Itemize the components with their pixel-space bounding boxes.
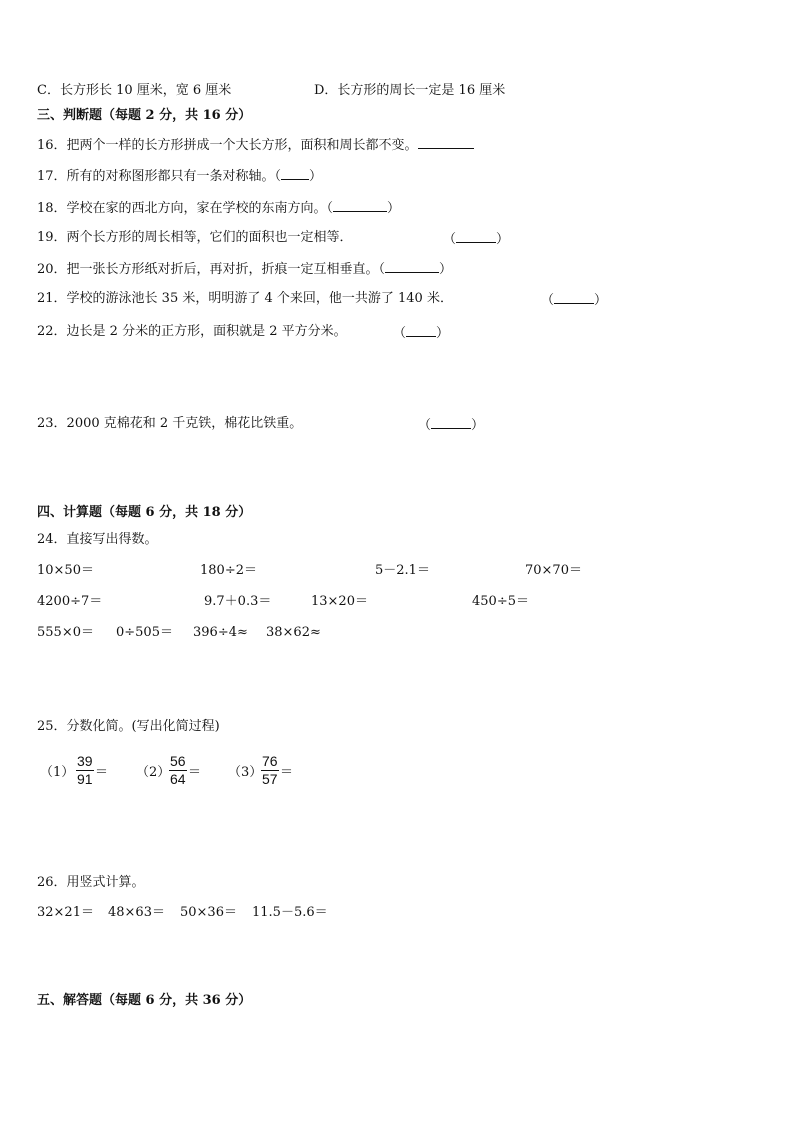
question-17 bbox=[37, 167, 322, 185]
question-22: 22．边长是 2 分米的正方形，面积就是 2 平方分米。 bbox=[37, 324, 347, 339]
answer-blank-17[interactable] bbox=[281, 167, 309, 180]
question-23: 23．2000 克棉花和 2 千克铁，棉花比铁重。 bbox=[37, 416, 303, 431]
question-19-open: （ bbox=[443, 232, 457, 247]
calc-item: 180÷2＝ bbox=[200, 563, 257, 578]
answer-blank-18[interactable] bbox=[333, 199, 387, 212]
question-21-open: （ bbox=[541, 293, 555, 308]
question-21: 21．学校的游泳池长 35 米，明明游了 4 个来回，他一共游了 140 米． bbox=[37, 291, 453, 306]
question-23-open: （ bbox=[418, 418, 432, 433]
section-5-heading: 五、解答题（每题 6 分，共 36 分） bbox=[37, 993, 252, 1008]
answer-blank-23[interactable] bbox=[431, 416, 471, 429]
fraction-equals: ＝ bbox=[280, 765, 294, 780]
question-24: 24．直接写出得数。 bbox=[37, 532, 158, 547]
calc-item: 10×50＝ bbox=[37, 563, 94, 578]
calc-item: 555×0＝ bbox=[37, 625, 94, 640]
calc-item: 50×36＝ bbox=[180, 905, 237, 920]
section-4-heading: 四、计算题（每题 6 分，共 18 分） bbox=[37, 505, 252, 520]
question-17-text: 17．所有的对称图形都只有一条对称轴。（ bbox=[37, 169, 282, 184]
question-22-open: （ bbox=[393, 326, 407, 341]
question-18-close: ） bbox=[387, 201, 401, 216]
calc-item: 48×63＝ bbox=[108, 905, 165, 920]
question-17-close: ） bbox=[309, 169, 323, 184]
question-18-text: 18．学校在家的西北方向，家在学校的东南方向。（ bbox=[37, 201, 334, 216]
fraction bbox=[76, 753, 94, 788]
question-26: 26．用竖式计算。 bbox=[37, 875, 145, 890]
calc-item: 38×62≈ bbox=[266, 625, 321, 640]
section-3-heading: 三、判断题（每题 2 分，共 16 分） bbox=[37, 108, 252, 123]
question-19: 19．两个长方形的周长相等，它们的面积也一定相等． bbox=[37, 230, 353, 245]
option-c: C．长方形长 10 厘米，宽 6 厘米 bbox=[37, 83, 232, 98]
calc-item: 70×70＝ bbox=[525, 563, 582, 578]
fraction-denominator: 91 bbox=[77, 771, 93, 787]
fraction bbox=[261, 753, 279, 788]
question-22-close: ） bbox=[436, 326, 450, 341]
fraction bbox=[169, 753, 187, 788]
fraction-label: （1） bbox=[40, 765, 75, 780]
question-19-answer bbox=[443, 230, 509, 248]
question-23-answer bbox=[418, 416, 484, 434]
answer-blank-21[interactable] bbox=[554, 291, 594, 304]
calc-item: 32×21＝ bbox=[37, 905, 94, 920]
question-20 bbox=[37, 260, 452, 278]
answer-blank-20[interactable] bbox=[385, 260, 439, 273]
answer-blank-16[interactable] bbox=[418, 136, 474, 149]
fraction-numerator: 39 bbox=[77, 753, 93, 769]
question-20-text: 20．把一张长方形纸对折后，再对折，折痕一定互相垂直。（ bbox=[37, 262, 386, 277]
question-23-close: ） bbox=[471, 418, 485, 433]
calc-item: 5－2.1＝ bbox=[375, 563, 430, 578]
calc-item: 4200÷7＝ bbox=[37, 594, 103, 609]
calc-item: 396÷4≈ bbox=[193, 625, 248, 640]
question-21-answer bbox=[541, 291, 607, 309]
calc-item: 11.5－5.6＝ bbox=[252, 905, 328, 920]
calc-item: 13×20＝ bbox=[311, 594, 368, 609]
fraction-equals: ＝ bbox=[95, 765, 109, 780]
fraction-numerator: 76 bbox=[262, 753, 278, 769]
question-21-close: ） bbox=[594, 293, 608, 308]
question-16-text: 16．把两个一样的长方形拼成一个大长方形，面积和周长都不变。 bbox=[37, 138, 418, 153]
answer-blank-19[interactable] bbox=[456, 230, 496, 243]
fraction-equals: ＝ bbox=[188, 765, 202, 780]
question-22-answer bbox=[393, 324, 449, 342]
calc-item: 450÷5＝ bbox=[472, 594, 529, 609]
calc-item: 9.7＋0.3＝ bbox=[204, 594, 272, 609]
fraction-numerator: 56 bbox=[170, 753, 186, 769]
question-16 bbox=[37, 136, 474, 154]
fraction-label: （3） bbox=[228, 765, 263, 780]
fraction-denominator: 57 bbox=[262, 771, 278, 787]
calc-item: 0÷505＝ bbox=[116, 625, 173, 640]
question-19-close: ） bbox=[496, 232, 510, 247]
question-20-close: ） bbox=[439, 262, 453, 277]
fraction-label: （2） bbox=[136, 765, 171, 780]
fraction-denominator: 64 bbox=[170, 771, 186, 787]
option-d: D．长方形的周长一定是 16 厘米 bbox=[314, 83, 506, 98]
question-18 bbox=[37, 199, 400, 217]
answer-blank-22[interactable] bbox=[406, 324, 436, 337]
question-25: 25．分数化简。(写出化简过程) bbox=[37, 719, 220, 734]
